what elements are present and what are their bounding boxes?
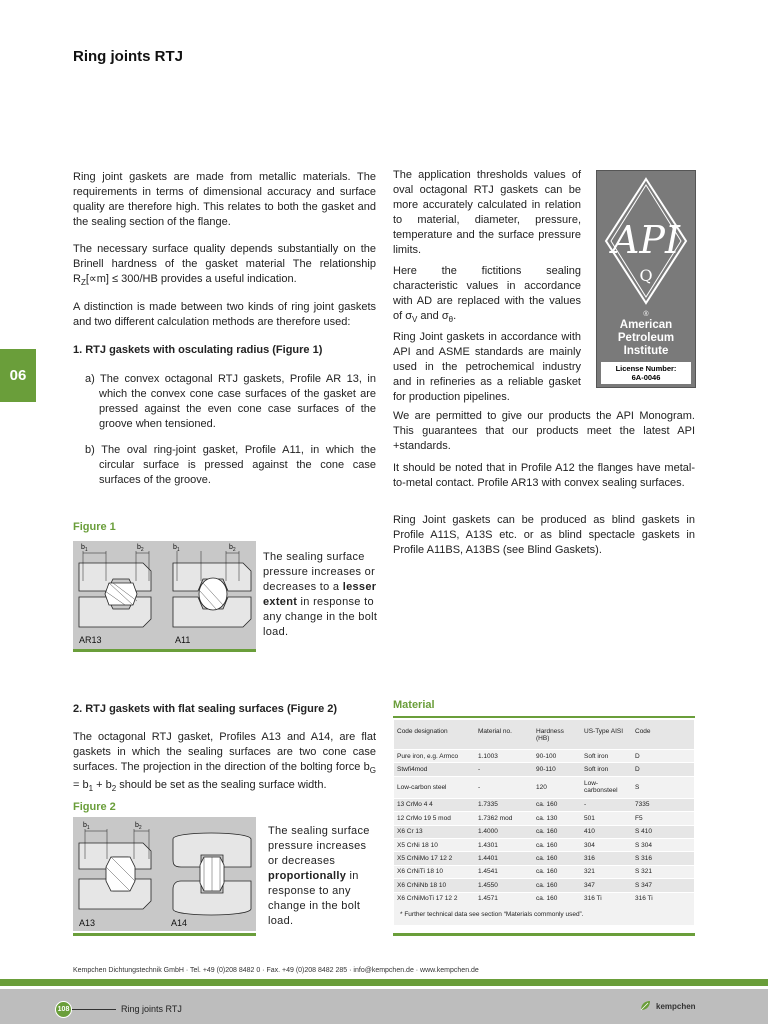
table-row: X5 CrNi 18 10 1.4301 ca. 160 304 S 304 — [394, 838, 694, 851]
section-2-heading: 2. RTJ gaskets with flat sealing surfaces (Figure 2) — [73, 703, 338, 715]
distinction-paragraph: A distinction is made between two kinds of ring joint gaskets and two different calculation methods are therefore used: — [73, 301, 376, 328]
sealing-values-paragraph: Here the fictitions sealing characteristic values in accordance with AD are replaced with the values of $\sigma_V$ and $\sigma_\theta$. — [393, 265, 581, 325]
column-header: Hardness (HB) — [533, 720, 581, 750]
ring-joint-ar13-a11-icon — [73, 541, 256, 649]
chapter-tab: 06 — [0, 349, 36, 402]
figure-2-label: Figure 2 — [73, 801, 116, 813]
figure-1-caption: The sealing surface pressure increases or decreases to a lesser extent in response to any change in the bolt load. — [263, 551, 378, 638]
svg-text:b2: $b_2$ — [135, 822, 142, 831]
material-label: Material — [393, 699, 435, 711]
list-item-b: b) The oval ring-joint gasket, Profile A11, in which the circular surface is pressed against the cone case surfaces of the groove. — [85, 444, 376, 486]
brand-name: kempchen — [656, 1001, 696, 1011]
table-row: 12 CrMo 19 5 mod 1.7362 mod ca. 130 501 F5 — [394, 812, 694, 825]
table-row: X6 Cr 13 1.4000 ca. 160 410 S 410 — [394, 825, 694, 838]
svg-text:b1: $b_1$ — [81, 544, 88, 553]
column-header: Material no. — [475, 720, 533, 750]
table-header-row — [394, 720, 694, 750]
brand-logo — [639, 1000, 696, 1012]
intro-paragraph: Ring joint gaskets are made from metallic materials. The requirements in terms of dimensional accuracy and surface quality are therefore high. This relates to both the gasket and the sealing section of the flange. — [73, 171, 376, 228]
profile-a12-paragraph: It should be noted that in Profile A12 the flanges have metal-to-metal contact. Profile AR13 with convex sealing surfaces. — [393, 462, 695, 489]
table-row: X6 CrNiNb 18 10 1.4550 ca. 160 347 S 347 — [394, 879, 694, 892]
profile-a11-label: A11 — [175, 635, 191, 645]
api-monogram-text: API — [611, 218, 681, 262]
figure-1-drawing — [73, 541, 256, 649]
table-row: X6 CrNiTi 18 10 1.4541 ca. 160 321 S 321 — [394, 865, 694, 878]
table-row: 13 CrMo 4 4 1.7335 ca. 160 - 7335 — [394, 798, 694, 811]
kempchen-leaf-icon — [639, 1000, 651, 1012]
table-footnote: * Further technical data see section “Materials commonly used”. — [394, 905, 694, 925]
application-thresholds-paragraph: The application thresholds values of oval octagonal RTJ gaskets can be more accurately calculated in relation to material, diameter, pressure, temperature and the surface pressure limits. — [393, 169, 581, 256]
api-name-line-1: American — [619, 319, 673, 331]
license-label: License Number: — [615, 364, 677, 373]
table-row: Stwfi4mod - 90-110 Soft iron D — [394, 763, 694, 776]
svg-text:b1: $b_1$ — [83, 822, 90, 831]
table-row: Pure iron, e.g. Armco 1.1003 90-100 Soft iron D — [394, 750, 694, 763]
table-row: X5 CrNiMo 17 12 2 1.4401 ca. 160 316 S 316 — [394, 852, 694, 865]
api-name-line-2: Petroleum — [617, 332, 675, 344]
material-table-wrapper — [394, 719, 694, 925]
section-2-paragraph: The octagonal RTJ gasket, Profiles A13 and A14, are flat gaskets in which the sealing surfaces are two cone case surfaces. The projection in the direction of the bolting force $b_G = b_1 + b_2$ should be set as the sealing surface width. — [73, 731, 376, 794]
api-name-line-3: Institute — [623, 345, 669, 357]
license-number: 6A-0046 — [631, 373, 661, 382]
section-1-heading: 1. RTJ gaskets with osculating radius (Figure 1) — [73, 344, 323, 356]
figure-1-label: Figure 1 — [73, 521, 116, 533]
ring-joint-a13-a14-icon — [73, 817, 256, 931]
api-monogram-logo — [596, 170, 696, 388]
table-row: Low-carbon steel - 120 Low-carbonsteel S — [394, 776, 694, 798]
figure-1-rule — [73, 649, 256, 652]
registered-mark: ® — [643, 311, 649, 318]
table-row: X6 CrNiMoTi 17 12 2 1.4571 ca. 160 316 Ti 316 Ti — [394, 892, 694, 905]
page-running-title: Ring joints RTJ — [121, 1004, 182, 1014]
api-monogram-paragraph: We are permitted to give our products the API Monogram. This guarantees that our products meet the latest API +standards. — [393, 410, 695, 452]
column-header: Code designation — [394, 720, 475, 750]
profile-a13-label: A13 — [79, 918, 96, 928]
blind-gaskets-paragraph: Ring Joint gaskets can be produced as blind gaskets in Profile A11S, A13S etc. or as blind spectacle gaskets in Profile A11BS, A13BS (see Blind Gaskets). — [393, 514, 695, 556]
api-standards-paragraph: Ring Joint gaskets in accordance with API and ASME standards are mainly used in the petrochemical industry and in refineries as a reliable gasket for production pipelines. — [393, 331, 581, 403]
page-title: Ring joints RTJ — [73, 48, 183, 65]
api-q-letter: Q — [639, 266, 653, 285]
material-top-rule — [393, 716, 695, 718]
page-number: 108 — [55, 1001, 72, 1018]
surface-quality-paragraph: The necessary surface quality depends substantially on the Brinell hardness of the gasket material The relationship $R_Z[\propto m] \le 300/HB$ provides a useful indication. — [73, 243, 376, 288]
figure-2-drawing — [73, 817, 256, 931]
page-number-rule — [72, 1009, 116, 1010]
column-header: US-Type AISI — [581, 720, 632, 750]
footer-green-bar — [0, 979, 768, 986]
svg-text:b1: $b_1$ — [173, 544, 180, 553]
api-diamond-icon — [597, 171, 695, 311]
footer-contact: Kempchen Dichtungstechnik GmbH · Tel. +49 (0)208 8482 0 · Fax. +49 (0)208 8482 285 · info@kempchen.de · www.kempchen.de — [73, 967, 479, 974]
svg-text:b2: $b_2$ — [229, 544, 236, 553]
column-header: Code — [632, 720, 694, 750]
profile-ar13-label: AR13 — [79, 635, 102, 645]
material-bottom-rule — [393, 933, 695, 936]
svg-text:b2: $b_2$ — [137, 544, 144, 553]
figure-2-rule — [73, 933, 256, 936]
list-item-a: a) The convex octagonal RTJ gaskets, Profile AR 13, in which the convex cone case surfaces of the gasket are pressed against the even cone case surfaces of the groove when tensioned. — [85, 373, 376, 430]
profile-a14-label: A14 — [171, 918, 188, 928]
figure-2-caption: The sealing surface pressure increases or decreases proportionally in response to any change in the bolt load. — [268, 825, 370, 927]
api-license-box — [601, 362, 691, 384]
material-table — [394, 719, 694, 905]
